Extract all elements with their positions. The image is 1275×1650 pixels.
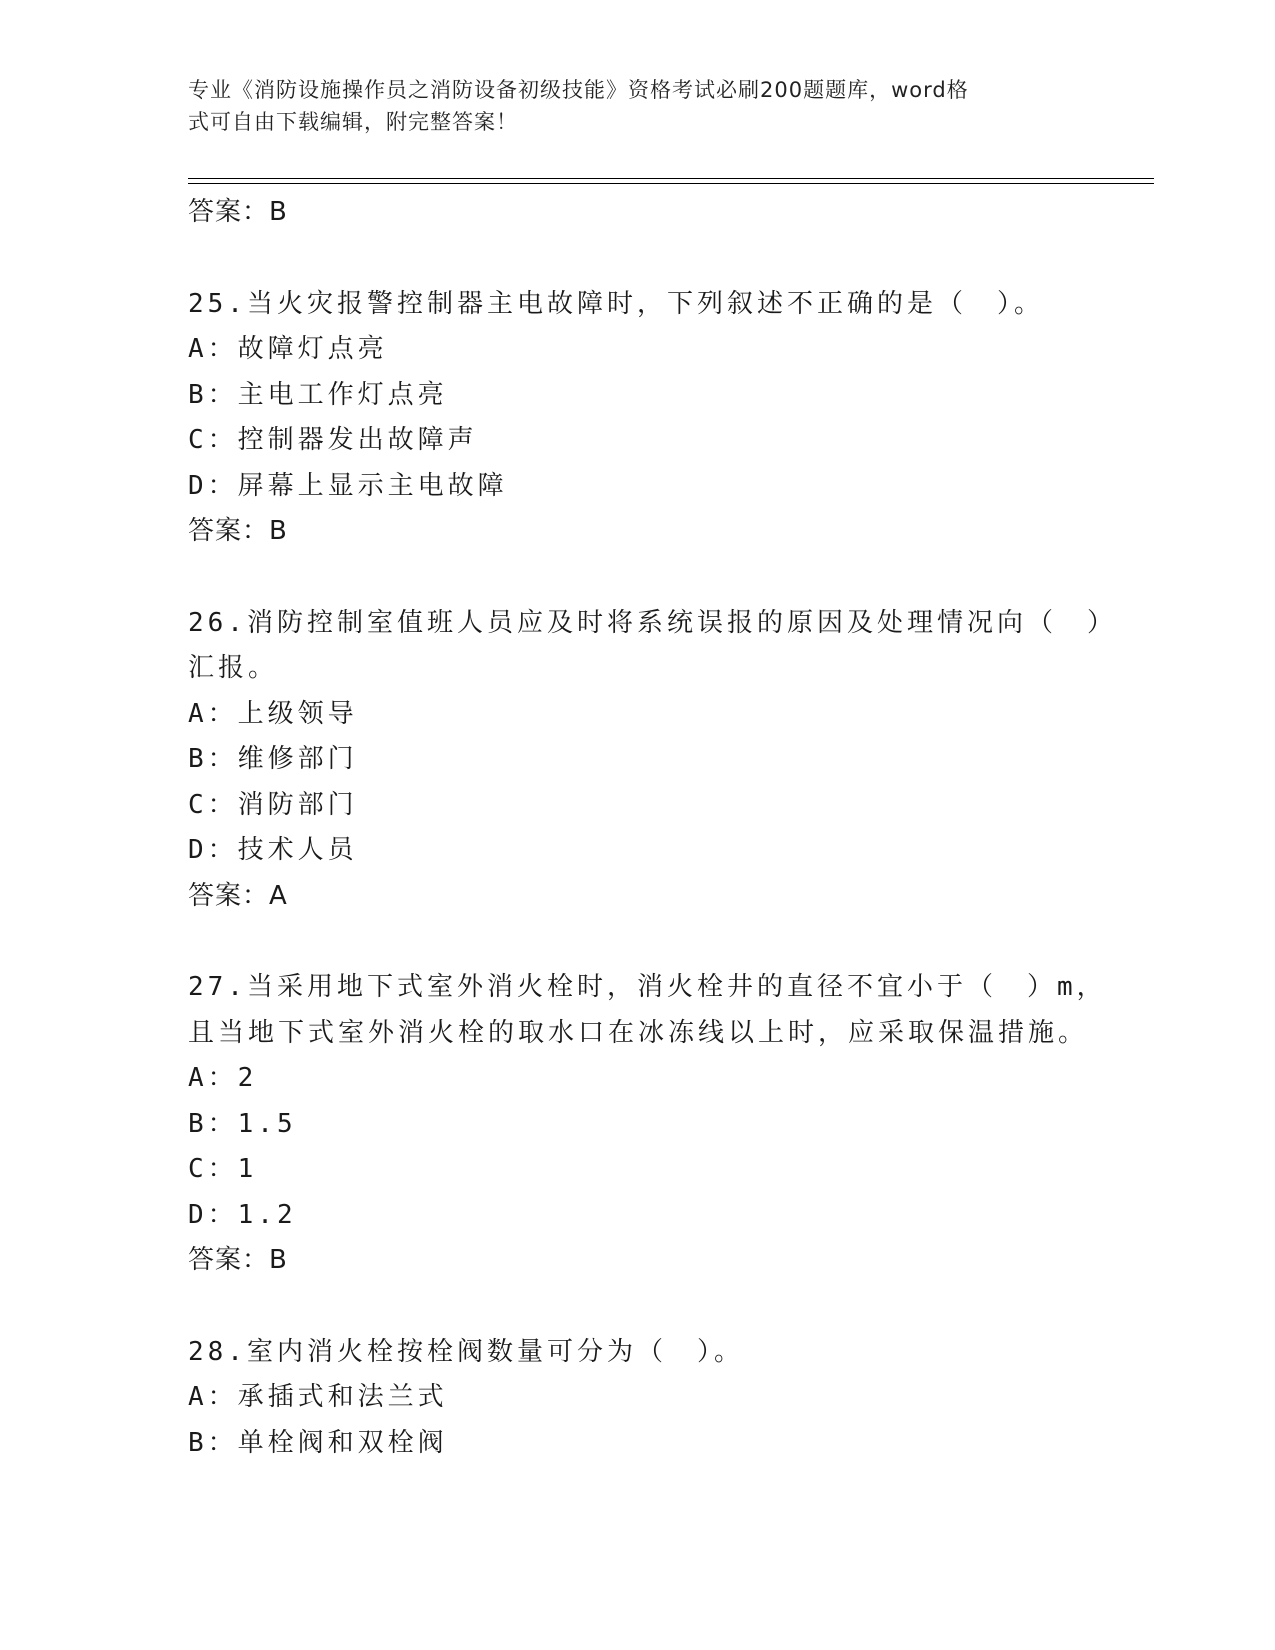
header-line-2: 式可自由下载编辑，附完整答案！	[188, 110, 518, 134]
question-item	[188, 601, 1148, 920]
question-stem-continued: 汇报。	[188, 653, 279, 683]
header-divider-bottom	[188, 183, 1154, 184]
option-b: B：主电工作灯点亮	[188, 379, 448, 410]
option-d: D：技术人员	[188, 835, 358, 865]
option-d: D：屏幕上显示主电故障	[188, 470, 508, 501]
document-header	[188, 74, 1068, 138]
option-b: B：维修部门	[188, 744, 358, 774]
option-a: A：上级领导	[188, 698, 358, 729]
answer-line: 答案：B	[188, 197, 288, 227]
answer-line: 答案：B	[188, 516, 288, 546]
option-c: C：1	[188, 1154, 258, 1184]
option-a: A：2	[188, 1063, 258, 1093]
question-stem-continued: 且当地下式室外消火栓的取水口在冰冻线以上时，应采取保温措施。	[188, 1017, 1089, 1048]
option-d: D：1.2	[188, 1199, 297, 1230]
option-b: B：单栓阀和双栓阀	[188, 1427, 448, 1458]
option-b: B：1.5	[188, 1108, 297, 1139]
header-divider-top	[188, 178, 1154, 179]
question-item	[188, 965, 1148, 1284]
option-a: A：故障灯点亮	[188, 334, 388, 364]
question-stem: 26.消防控制室值班人员应及时将系统误报的原因及处理情况向（ ）	[188, 607, 1117, 638]
question-stem: 27.当采用地下式室外消火栓时，消火栓井的直径不宜小于（ ）m，	[188, 972, 1107, 1002]
answer-line: 答案：B	[188, 1245, 288, 1275]
question-stem: 25.当火灾报警控制器主电故障时，下列叙述不正确的是（ ）。	[188, 288, 1044, 319]
option-c: C：控制器发出故障声	[188, 425, 478, 455]
answer-line: 答案：A	[188, 880, 288, 911]
header-line-1: 专业《消防设施操作员之消防设备初级技能》资格考试必刷200题题库，word格	[188, 78, 969, 102]
question-stem: 28.室内消火栓按栓阀数量可分为（ ）。	[188, 1336, 744, 1367]
question-item	[188, 282, 1148, 555]
option-c: C：消防部门	[188, 789, 358, 820]
question-list	[188, 190, 1148, 1466]
option-a: A：承插式和法兰式	[188, 1382, 448, 1412]
question-item	[188, 1330, 1148, 1467]
